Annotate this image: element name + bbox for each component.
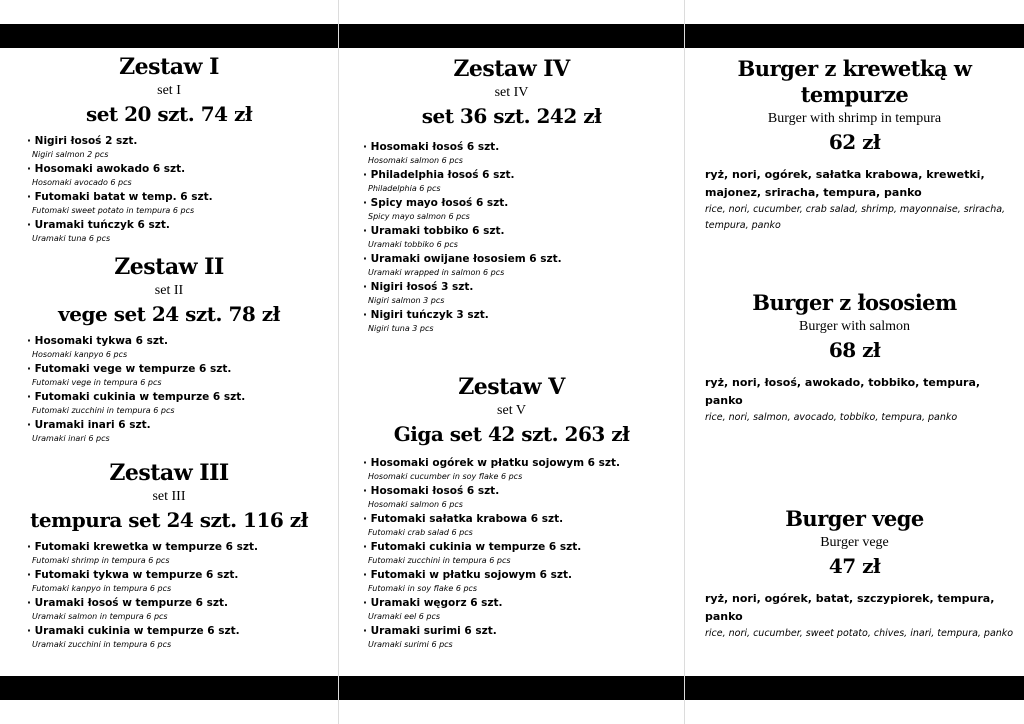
item-name-en: Futomaki kanpyo in tempura 6 pcs bbox=[32, 584, 172, 593]
set-card-2 bbox=[0, 254, 338, 446]
item-name-pl: · Philadelphia łosoś 6 szt. bbox=[363, 168, 684, 183]
set-price: set 36 szt. 242 zł bbox=[421, 104, 602, 128]
set-items bbox=[339, 140, 684, 335]
item-name-pl: · Uramaki tobbiko 6 szt. bbox=[363, 224, 684, 239]
burger-ingredients bbox=[685, 166, 1024, 234]
item-name-en: Uramaki eel 6 pcs bbox=[368, 612, 441, 621]
item-name-en: Uramaki surimi 6 pcs bbox=[368, 640, 453, 649]
list-item bbox=[363, 568, 684, 595]
item-name-en: Uramaki tobbiko 6 pcs bbox=[368, 240, 458, 249]
list-item bbox=[363, 280, 684, 307]
list-item bbox=[27, 418, 338, 445]
item-name-en: Hosomaki salmon 6 pcs bbox=[368, 156, 463, 165]
set-price: Giga set 42 szt. 263 zł bbox=[393, 422, 630, 446]
item-name-pl: · Nigiri łosoś 2 szt. bbox=[27, 134, 338, 149]
set-subtitle: set V bbox=[497, 403, 526, 418]
set-subtitle: set II bbox=[154, 283, 184, 298]
set-items bbox=[0, 334, 338, 445]
burger-ingredients bbox=[685, 374, 1024, 426]
item-name-en: Futomaki zucchini in tempura 6 pcs bbox=[32, 406, 175, 415]
item-name-en: Futomaki zucchini in tempura 6 pcs bbox=[368, 556, 511, 565]
list-item bbox=[27, 596, 338, 623]
item-name-en: Futomaki crab salad 6 pcs bbox=[368, 528, 473, 537]
list-item bbox=[27, 390, 338, 417]
item-name-en: Uramaki tuna 6 pcs bbox=[32, 234, 111, 243]
list-item bbox=[27, 134, 338, 161]
item-name-en: Futomaki in soy flake 6 pcs bbox=[368, 584, 478, 593]
item-name-pl: · Futomaki cukinia w tempurze 6 szt. bbox=[363, 540, 684, 555]
set-card-3 bbox=[0, 460, 338, 652]
item-name-en: Futomaki sweet potato in tempura 6 pcs bbox=[32, 206, 195, 215]
list-item bbox=[363, 456, 684, 483]
set-items bbox=[0, 540, 338, 651]
list-item bbox=[363, 224, 684, 251]
item-name-pl: · Spicy mayo łosoś 6 szt. bbox=[363, 196, 684, 211]
list-item bbox=[363, 196, 684, 223]
item-name-pl: · Uramaki cukinia w tempurze 6 szt. bbox=[27, 624, 338, 639]
burger-price: 68 zł bbox=[828, 338, 881, 362]
burger-card-2 bbox=[685, 290, 1024, 426]
item-name-pl: · Futomaki cukinia w tempurze 6 szt. bbox=[27, 390, 338, 405]
set-title: Zestaw V bbox=[458, 374, 565, 400]
item-name-en: Futomaki vege in tempura 6 pcs bbox=[32, 378, 162, 387]
item-name-pl: · Futomaki w płatku sojowym 6 szt. bbox=[363, 568, 684, 583]
panel-sets-1-3 bbox=[0, 48, 338, 676]
ingredients-pl: ryż, nori, łosoś, awokado, tobbiko, tempura, panko bbox=[705, 376, 981, 407]
set-subtitle: set III bbox=[152, 489, 186, 504]
item-name-en: Uramaki salmon in tempura 6 pcs bbox=[32, 612, 168, 621]
burger-card-1 bbox=[685, 56, 1024, 234]
item-name-pl: · Uramaki tuńczyk 6 szt. bbox=[27, 218, 338, 233]
item-name-en: Futomaki shrimp in tempura 6 pcs bbox=[32, 556, 170, 565]
item-name-en: Hosomaki avocado 6 pcs bbox=[32, 178, 132, 187]
item-name-en: Hosomaki salmon 6 pcs bbox=[368, 500, 463, 509]
set-subtitle: set IV bbox=[494, 85, 529, 100]
list-item bbox=[27, 362, 338, 389]
set-card-4 bbox=[339, 56, 684, 336]
panel-sets-4-5 bbox=[339, 48, 684, 676]
item-name-pl: · Hosomaki ogórek w płatku sojowym 6 szt. bbox=[363, 456, 684, 471]
item-name-en: Nigiri salmon 3 pcs bbox=[368, 296, 445, 305]
item-name-pl: · Uramaki łosoś w tempurze 6 szt. bbox=[27, 596, 338, 611]
item-name-en: Nigiri salmon 2 pcs bbox=[32, 150, 109, 159]
list-item bbox=[363, 596, 684, 623]
burger-card-3 bbox=[685, 506, 1024, 642]
item-name-pl: · Nigiri tuńczyk 3 szt. bbox=[363, 308, 684, 323]
item-name-pl: · Futomaki krewetka w tempurze 6 szt. bbox=[27, 540, 338, 555]
set-title: Zestaw III bbox=[109, 460, 229, 486]
top-band bbox=[0, 24, 1024, 48]
list-item bbox=[363, 140, 684, 167]
bottom-band bbox=[0, 676, 1024, 700]
item-name-pl: · Hosomaki łosoś 6 szt. bbox=[363, 484, 684, 499]
item-name-en: Nigiri tuna 3 pcs bbox=[368, 324, 434, 333]
list-item bbox=[27, 624, 338, 651]
ingredients-en: rice, nori, cucumber, crab salad, shrimp, mayonnaise, sriracha, tempura, panko bbox=[705, 204, 1006, 231]
list-item bbox=[27, 568, 338, 595]
item-name-pl: · Futomaki vege w tempurze 6 szt. bbox=[27, 362, 338, 377]
item-name-pl: · Uramaki surimi 6 szt. bbox=[363, 624, 684, 639]
item-name-pl: · Nigiri łosoś 3 szt. bbox=[363, 280, 684, 295]
set-card-5 bbox=[339, 374, 684, 652]
ingredients-pl: ryż, nori, ogórek, batat, szczypiorek, tempura, panko bbox=[705, 592, 995, 623]
list-item bbox=[27, 218, 338, 245]
list-item bbox=[27, 190, 338, 217]
item-name-pl: · Hosomaki łosoś 6 szt. bbox=[363, 140, 684, 155]
burger-title: Burger vege bbox=[785, 506, 924, 531]
set-title: Zestaw I bbox=[119, 54, 219, 80]
list-item bbox=[27, 162, 338, 189]
item-name-en: Hosomaki kanpyo 6 pcs bbox=[32, 350, 128, 359]
panel-burgers bbox=[685, 48, 1024, 676]
list-item bbox=[363, 252, 684, 279]
list-item bbox=[363, 624, 684, 651]
item-name-en: Uramaki inari 6 pcs bbox=[32, 434, 110, 443]
item-name-pl: · Hosomaki tykwa 6 szt. bbox=[27, 334, 338, 349]
burger-ingredients bbox=[685, 590, 1024, 642]
set-price: set 20 szt. 74 zł bbox=[85, 102, 253, 126]
ingredients-pl: ryż, nori, ogórek, sałatka krabowa, krewetki, majonez, sriracha, tempura, panko bbox=[705, 168, 985, 199]
ingredients-en: rice, nori, salmon, avocado, tobbiko, tempura, panko bbox=[705, 412, 958, 423]
item-name-pl: · Uramaki inari 6 szt. bbox=[27, 418, 338, 433]
ingredients-en: rice, nori, cucumber, sweet potato, chives, inari, tempura, panko bbox=[705, 628, 1014, 639]
burger-price: 47 zł bbox=[828, 554, 881, 578]
set-price: tempura set 24 szt. 116 zł bbox=[30, 508, 308, 532]
set-title: Zestaw IV bbox=[453, 56, 570, 82]
item-name-en: Uramaki zucchini in tempura 6 pcs bbox=[32, 640, 172, 649]
set-title: Zestaw II bbox=[114, 254, 224, 280]
set-items bbox=[0, 134, 338, 245]
list-item bbox=[363, 484, 684, 511]
burger-subtitle: Burger vege bbox=[820, 535, 889, 550]
burger-title: Burger z łososiem bbox=[752, 290, 957, 315]
item-name-pl: · Hosomaki awokado 6 szt. bbox=[27, 162, 338, 177]
burger-title: Burger z krewetką w tempurze bbox=[737, 56, 972, 107]
burger-subtitle: Burger with shrimp in tempura bbox=[767, 111, 942, 126]
item-name-en: Hosomaki cucumber in soy flake 6 pcs bbox=[368, 472, 523, 481]
list-item bbox=[363, 540, 684, 567]
list-item bbox=[27, 334, 338, 361]
item-name-pl: · Uramaki owijane łososiem 6 szt. bbox=[363, 252, 684, 267]
list-item bbox=[363, 512, 684, 539]
set-subtitle: set I bbox=[157, 83, 181, 98]
item-name-pl: · Futomaki tykwa w tempurze 6 szt. bbox=[27, 568, 338, 583]
list-item bbox=[363, 168, 684, 195]
set-card-1 bbox=[0, 54, 338, 246]
item-name-pl: · Uramaki węgorz 6 szt. bbox=[363, 596, 684, 611]
burger-subtitle: Burger with salmon bbox=[799, 319, 910, 334]
set-price: vege set 24 szt. 78 zł bbox=[58, 302, 280, 326]
burger-price: 62 zł bbox=[828, 130, 881, 154]
item-name-pl: · Futomaki sałatka krabowa 6 szt. bbox=[363, 512, 684, 527]
item-name-pl: · Futomaki batat w temp. 6 szt. bbox=[27, 190, 338, 205]
list-item bbox=[27, 540, 338, 567]
set-items bbox=[339, 456, 684, 651]
list-item bbox=[363, 308, 684, 335]
item-name-en: Philadelphia 6 pcs bbox=[368, 184, 441, 193]
item-name-en: Spicy mayo salmon 6 pcs bbox=[368, 212, 470, 221]
item-name-en: Uramaki wrapped in salmon 6 pcs bbox=[368, 268, 505, 277]
